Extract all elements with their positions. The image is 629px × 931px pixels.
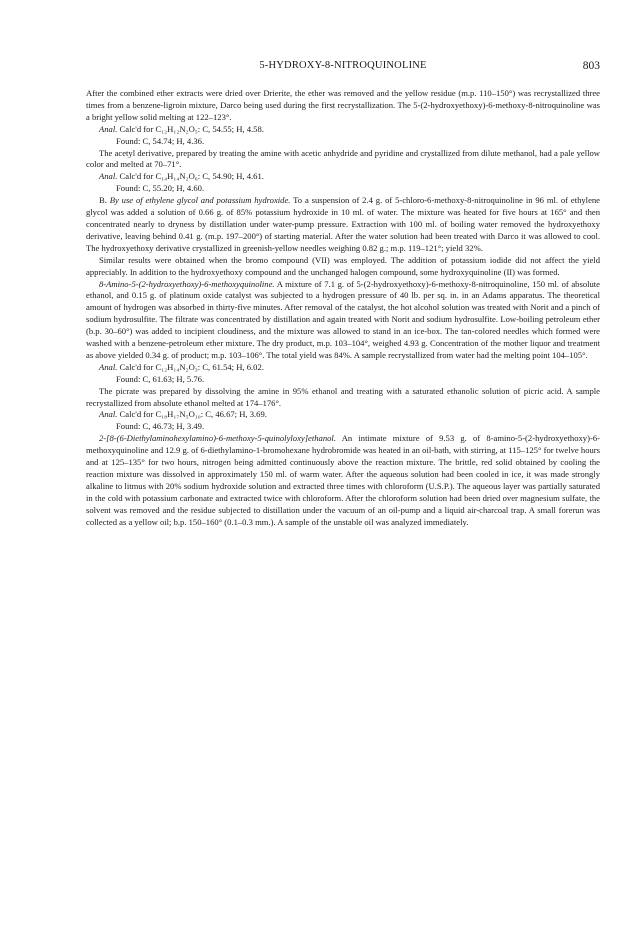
analysis-calculated (86, 124, 600, 136)
body-paragraph (86, 195, 600, 255)
paragraph-text: Found: C, 54.74; H, 4.36. (116, 135, 205, 146)
analysis-found (86, 421, 600, 433)
paragraph-text: Calc'd for C₁₄H₁₄N₂O₆: C, 54.90; H, 4.61. (117, 171, 264, 182)
analysis-label: Anal. (99, 171, 118, 182)
paragraph-text: A mixture of 7.1 g. of 5-(2-hydroxyethoxy)-6-methoxy-8-nitroquinoline, 150 ml. of absolute ethanol, and 0.15 g. of platinum oxide catalyst was subjected to a hydrogen pressure of 40 lb. per sq. in. in an Adams apparatus. The theoretical amount of hydrogen was absorbed in thirty-five minutes. After removal of the catalyst, the hot alcohol solution was treated with Norit and a pinch of sodium hydrosulfite. The filtrate was concentrated by distillation and again treated with Norit and sodium hydrosulfite. Low-boiling petroleum ether (b.p. 30–60°) was added to incipient cloudiness, and the mixture was allowed to stand in an ice-box. The tan-colored needles which formed were washed with a benzene-petroleum ether mixture. The dry product, m.p. 103–104°, weighed 4.93 g. Concentration of the mother liquor and treatment as above yielded 0.34 g. of product; m.p. 103–106°. The total yield was 84%. A sample recrystallized from water had the melting point 104–105°. (86, 278, 600, 360)
page-number: 803 (582, 60, 600, 72)
paragraph-text: Similar results were obtained when the bromo compound (VII) was employed. The addition of potassium iodide did not affect the yield appreciably. In addition to the hydroxyethoxy compound and the unchanged halogen compound, some hydroxyquinoline (II) was formed. (86, 254, 600, 277)
paragraph-text: Found: C, 55.20; H, 4.60. (116, 183, 205, 194)
paragraph-text: An intimate mixture of 9.53 g. of 8-amino-5-(2-hydroxyethoxy)-6-methoxyquinoline and 12.9 g. of 6-diethylamino-1-bromohexane hydrobromide was heated in an oil-bath, with stirring, at 115–125° for twelve hours and at 125–135° for two hours, nitrogen being admitted continuously above the reaction mixture. The brittle, red solid obtained by cooling the reaction mixture was dissolved in approximately 150 ml. of warm water. After the aqueous solution had been cooled in ice, it was made strongly alkaline to litmus with 20% sodium hydroxide solution and extracted three times with chloroform (U.S.P.). The aqueous layer was partially saturated in the cold with potassium carbonate and extracted twice with chloroform. After the chloroform solution had been dried over magnesium sulfate, the solvent was removed and the residue subjected to distillation under the vacuum of an oil-pump and a liquid air-charcoal trap. A small forerun was collected as a yellow oil; b.p. 150–160° (0.1–0.3 mm.). A sample of the unstable oil was analyzed immediately. (86, 433, 600, 527)
analysis-label: Anal. (99, 123, 118, 134)
analysis-calculated (86, 409, 600, 421)
compound-heading: 8-Amino-5-(2-hydroxyethoxy)-6-methoxyquinoline. (99, 278, 275, 289)
paragraph-text: The acetyl derivative, prepared by treating the amine with acetic anhydride and pyridine and crystallized from dilute methanol, had a pale yellow color and melted at 70–71°. (86, 147, 600, 170)
analysis-calculated (86, 362, 600, 374)
compound-heading: By use of ethylene glycol and potassium hydroxide. (109, 195, 291, 206)
body-paragraph (86, 255, 600, 279)
running-title: 5-HYDROXY-8-NITROQUINOLINE (259, 60, 427, 71)
paragraph-text: The picrate was prepared by dissolving the amine in 95% ethanol and treating with a saturated ethanolic solution of picric acid. A sample recrystallized from absolute ethanol melted at 174–176°. (86, 385, 600, 408)
body-paragraph (86, 386, 600, 410)
analysis-label: Anal. (99, 361, 118, 372)
compound-heading: 2-[8-(6-Diethylaminohexylamino)-6-methoxy-5-quinolyloxy]ethanol. (99, 433, 336, 444)
paragraph-text: Calc'd for C₁₂H₁₄N₂O₃: C, 61.54; H, 6.02. (117, 361, 264, 372)
analysis-found (86, 183, 600, 195)
analysis-label: Anal. (99, 409, 118, 420)
body-paragraph (86, 433, 600, 528)
paragraph-text: Found: C, 61.63; H, 5.76. (116, 373, 205, 384)
analysis-calculated (86, 171, 600, 183)
body-paragraph (86, 279, 600, 362)
section-letter: B. (99, 195, 110, 206)
paragraph-text: Found: C, 46.73; H, 3.49. (116, 421, 205, 432)
analysis-found (86, 136, 600, 148)
paragraph-text: To a suspension of 2.4 g. of 5-chloro-6-methoxy-8-nitroquinoline in 96 ml. of ethylene glycol was added a solution of 0.66 g. of 85% potassium hydroxide in 10 ml. of water. The mixture was heated for five hours at 165° and then concentrated nearly to dryness by distillation under water-pump pressure. Extraction with 100 ml. of boiling water removed the hydroxyethoxy derivative, leaving behind 0.41 g. (m.p. 197–200°) of starting material. After the water solution had been treated with Darco it was allowed to cool. The hydroxyethoxy derivative crystallized in greenish-yellow needles weighing 0.82 g.; m.p. 119–121°; yield 32%. (86, 195, 601, 253)
analysis-found (86, 374, 600, 386)
page-header (86, 60, 600, 76)
paragraph-text: Calc'd for C₁₈H₁₇N₅O₁₀: C, 46.67; H, 3.69. (117, 409, 267, 420)
body-paragraph (86, 88, 600, 124)
article-body (86, 88, 600, 529)
paragraph-text: Calc'd for C₁₂H₁₂N₂O₅: C, 54.55; H, 4.58. (117, 123, 264, 134)
paragraph-text: After the combined ether extracts were dried over Drierite, the ether was removed and the yellow residue (m.p. 110–150°) was recrystallized three times from a benzene-ligroin mixture, Darco being used during the first recrystallization. The 5-(2-hydroxyethoxy)-6-methoxy-8-nitroquinoline was a bright yellow solid melting at 122–123°. (86, 88, 600, 122)
body-paragraph (86, 148, 600, 172)
